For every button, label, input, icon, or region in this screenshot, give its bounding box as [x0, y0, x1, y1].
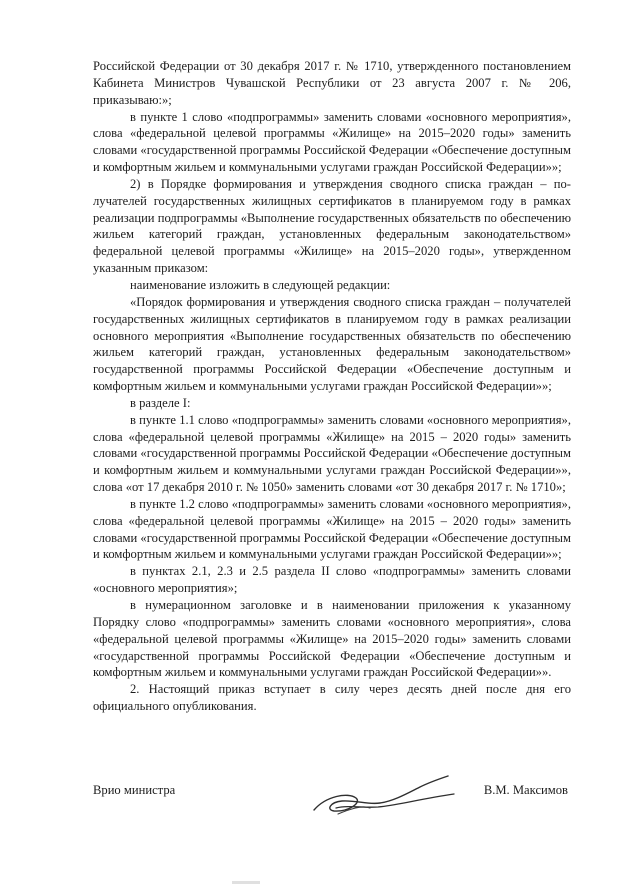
document-body — [93, 58, 571, 715]
handwritten-signature — [308, 772, 458, 824]
signatory-role: Врио министра — [93, 783, 176, 797]
paragraph-point-1-2: в пункте 1.2 слово «подпрограммы» заменить словами «основного мероприятия», слова «федеральной целевой программы «Жилище» на 2015 – 2020 годы» заменить словами «государственной программы Российской Федерации «Обеспечение доступным и комфортным жильем и коммунальными услугами граждан Российской Федерации»»; — [93, 496, 571, 562]
paragraph-continuation: Российской Федерации от 30 декабря 2017 г. № 1710, утвержденного постановлением Кабинета Министров Чувашской Республики от 23 августа 2007 г. № 206, приказываю:»; — [93, 59, 571, 107]
paragraph-effective-date: 2. Настоящий приказ вступает в силу через десять дней после дня его официального опубликования. — [93, 682, 571, 714]
paragraph-item-2-order: 2) в Порядке формирования и утверждения сводного списка граждан – получателей государственных жилищных сертификатов в планируемом году в рамках реализации подпрограммы «Выполнение государственных обязательств по обеспечению жильем категорий граждан, установленных федеральным законодательством» федеральной целевой программы «Жилище» на 2015–2020 годы», утвержденном указанным приказом: — [93, 176, 571, 276]
paragraph-section-1: в разделе I: — [130, 395, 191, 410]
paragraph-point-1-1: в пункте 1.1 слово «подпрограммы» заменить словами «основного мероприятия», слова «федеральной целевой программы «Жилище» на 2015 – 2020 годы» заменить словами «государственной программы Российской Федерации «Обеспечение доступным и комфортным жильем и коммунальными услугами граждан Российской Федерации»», слова «от 17 декабря 2010 г. № 1050» заменить словами «от 30 декабря 2017 г. № 1710»; — [93, 412, 571, 495]
paragraph-appendix: в нумерационном заголовке и в наименовании приложения к указанному Порядку слово «подпрограммы» заменить словами «основного мероприятия», слова «федеральной целевой программы «Жилище» на 2015–2020 годы» заменить словами «государственной программы Российской Федерации «Обеспечение доступным и комфортным жильем и коммунальными услугами граждан Российской Федерации»». — [93, 598, 571, 680]
scan-mark — [232, 881, 260, 884]
paragraph-item-1-amendment: в пункте 1 слово «подпрограммы» заменить словами «основного мероприятия», слова «федеральной целевой программы «Жилище» на 2015–2020 годы» заменить словами «государственной программы Российской Федерации «Обеспечение доступным и комфортным жильем и коммунальными услугами граждан Российской Федерации»»; — [93, 109, 571, 175]
paragraph-points-2: в пунктах 2.1, 2.3 и 2.5 раздела II слово «подпрограммы» заменить словами «основного мероприятия»; — [93, 564, 571, 596]
paragraph-title-change: наименование изложить в следующей редакции: — [130, 277, 391, 292]
paragraph-new-title: «Порядок формирования и утверждения сводного списка граждан – получателей государственных жилищных сертификатов в планируемом году в рамках реализации основного мероприятия «Выполнение государственных обязательств по обеспечению жильем категорий граждан, установленных федеральным законодательством» государственной программы Российской Федерации «Обеспечение доступным и комфортным жильем и коммунальными услугами граждан Российской Федерации»»; — [93, 294, 571, 394]
signatory-name: В.М. Максимов — [483, 783, 568, 797]
